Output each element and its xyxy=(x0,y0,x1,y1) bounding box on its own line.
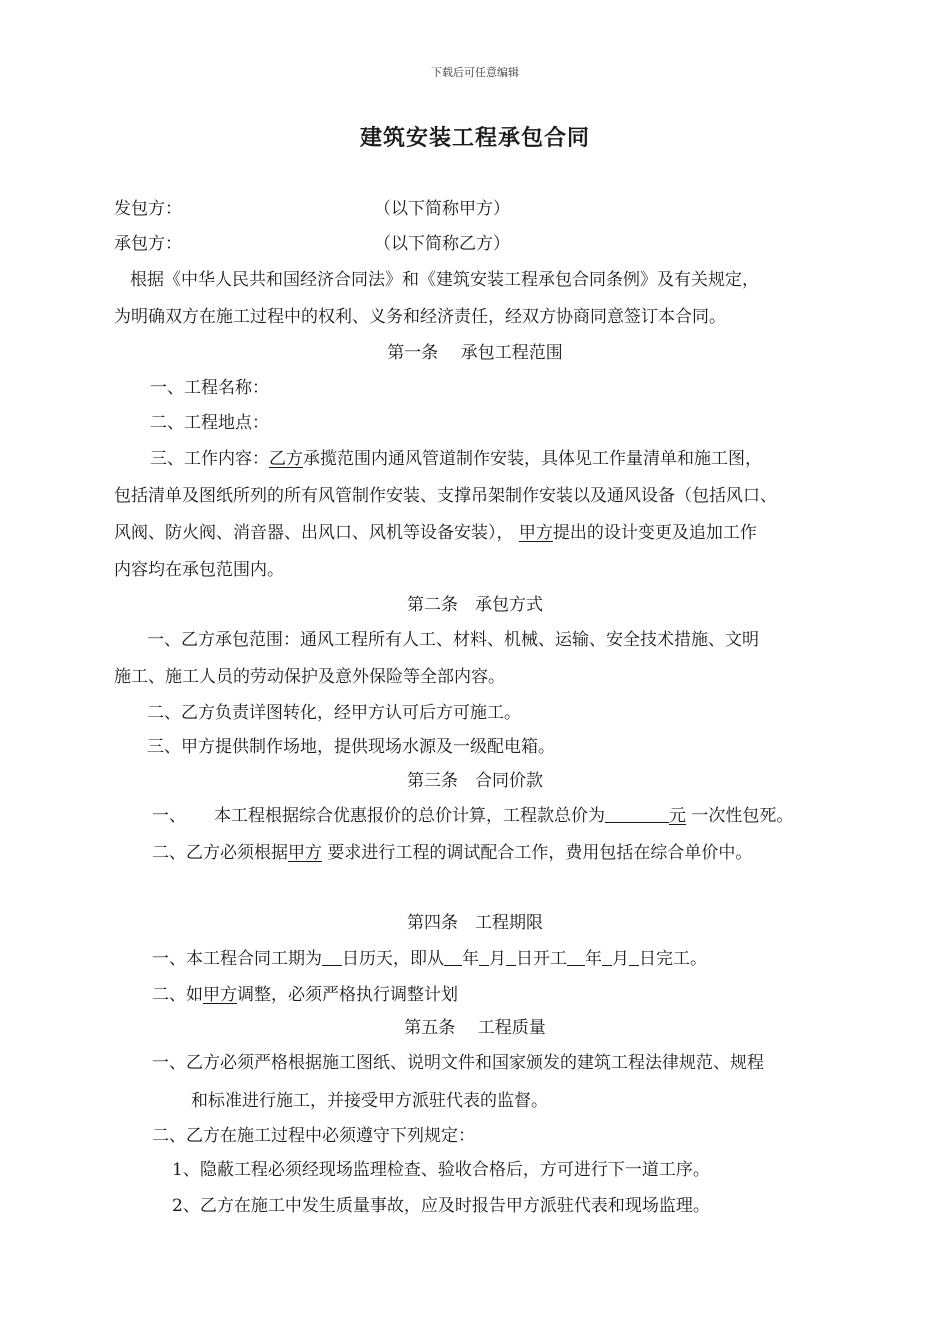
article-3-item-1-number: 一、 xyxy=(152,806,186,826)
article-1-item-3-line-4: 内容均在承包范围内。 xyxy=(114,560,284,580)
price-text: 本工程根据综合优惠报价的总价计算，工程款总价为 xyxy=(214,806,605,826)
page-header: 下载后可任意编辑 xyxy=(431,66,519,79)
article-5-subitem-1: 1、隐蔽工程必须经现场监理检查、验收合格后，方可进行下一道工序。 xyxy=(172,1160,710,1180)
article-4-item-2 xyxy=(152,984,458,1006)
employer-ref: 甲方 xyxy=(288,843,322,863)
article-2-heading: 第二条 承包方式 xyxy=(407,595,543,615)
employer-ref: 甲方 xyxy=(203,985,237,1005)
start-year-blank xyxy=(444,948,462,966)
end-year-label: 年 xyxy=(585,949,602,969)
price-blank xyxy=(605,805,669,823)
contractor-ref: 乙方 xyxy=(269,449,303,469)
item-3-text: 承揽范围内通风管道制作安装，具体见工作量清单和施工图， xyxy=(303,449,762,469)
start-month-label: 月 xyxy=(489,949,506,969)
end-day-label: 日完工。 xyxy=(639,949,707,969)
employer-ref: 甲方 xyxy=(518,523,553,543)
contractor-label: 承包方： xyxy=(114,234,182,254)
item-3-line-3-text: 提出的设计变更及追加工作 xyxy=(552,523,757,543)
article-3-heading: 第三条 合同价款 xyxy=(407,771,543,791)
article-5-item-1-line-1: 一、乙方必须严格根据施工图纸、说明文件和国家颁发的建筑工程法律规范、规程 xyxy=(152,1053,764,1073)
article-3-item-2 xyxy=(152,842,752,864)
contractor-note: （以下简称乙方） xyxy=(374,234,510,254)
item-3-prefix: 三、工作内容： xyxy=(150,449,269,469)
end-month-label: 月 xyxy=(612,949,629,969)
end-year-blank xyxy=(567,948,585,966)
start-year-label: 年 xyxy=(462,949,479,969)
item-2-prefix: 二、乙方必须根据 xyxy=(152,843,288,863)
article-5-item-1-line-2: 和标准进行施工，并接受甲方派驻代表的监督。 xyxy=(191,1091,548,1111)
article-1-item-3-line-3 xyxy=(114,522,757,544)
preamble-line-2: 为明确双方在施工过程中的权利、义务和经济责任，经双方协商同意签订本合同。 xyxy=(114,307,726,327)
article-5-heading: 第五条 工程质量 xyxy=(404,1018,546,1038)
item-2-text: 调整，必须严格执行调整计划 xyxy=(237,985,458,1005)
item-3-line-3-prefix: 风阀、防火阀、消音器、出风口、风机等设备安装）， xyxy=(114,523,514,543)
start-day-label: 日开工 xyxy=(516,949,567,969)
article-3-item-1 xyxy=(214,805,793,827)
preamble-line-1: 根据《中华人民共和国经济合同法》和《建筑安装工程承包合同条例》及有关规定， xyxy=(130,270,759,290)
duration-text-2: 日历天，即从 xyxy=(342,949,444,969)
article-5-subitem-2: 2、乙方在施工中发生质量事故，应及时报告甲方派驻代表和现场监理。 xyxy=(172,1196,710,1216)
end-month-blank xyxy=(602,948,612,966)
article-1-heading: 第一条 承包工程范围 xyxy=(387,343,563,363)
article-1-item-3 xyxy=(150,448,762,470)
price-unit: 元 xyxy=(669,806,686,826)
document-title: 建筑安装工程承包合同 xyxy=(359,125,590,151)
article-5-item-2: 二、乙方在施工过程中必须遵守下列规定： xyxy=(152,1126,475,1146)
article-1-item-2: 二、工程地点： xyxy=(150,413,269,433)
employer-note: （以下简称甲方） xyxy=(374,199,510,219)
duration-blank xyxy=(322,948,342,966)
article-4-item-1 xyxy=(152,948,707,970)
end-day-blank xyxy=(629,948,639,966)
item-2-text: 要求进行工程的调试配合工作，费用包括在综合单价中。 xyxy=(327,843,753,863)
article-2-item-1-line-2: 施工、施工人员的劳动保护及意外保险等全部内容。 xyxy=(114,667,505,687)
article-2-item-2: 二、乙方负责详图转化，经甲方认可后方可施工。 xyxy=(147,703,521,723)
article-4-heading: 第四条 工程期限 xyxy=(407,913,543,933)
start-month-blank xyxy=(479,948,489,966)
article-2-item-3: 三、甲方提供制作场地，提供现场水源及一级配电箱。 xyxy=(147,737,555,757)
article-2-item-1-line-1: 一、乙方承包范围：通风工程所有人工、材料、机械、运输、安全技术措施、文明 xyxy=(147,630,759,650)
duration-text: 一、本工程合同工期为 xyxy=(152,949,322,969)
item-2-prefix: 二、如 xyxy=(152,985,203,1005)
start-day-blank xyxy=(506,948,516,966)
article-1-item-3-line-2: 包括清单及图纸所列的所有风管制作安装、支撑吊架制作安装以及通风设备（包括风口、 xyxy=(114,486,777,506)
article-1-item-1: 一、工程名称： xyxy=(150,378,269,398)
employer-label: 发包方： xyxy=(114,199,182,219)
price-suffix: 一次性包死。 xyxy=(691,806,794,826)
